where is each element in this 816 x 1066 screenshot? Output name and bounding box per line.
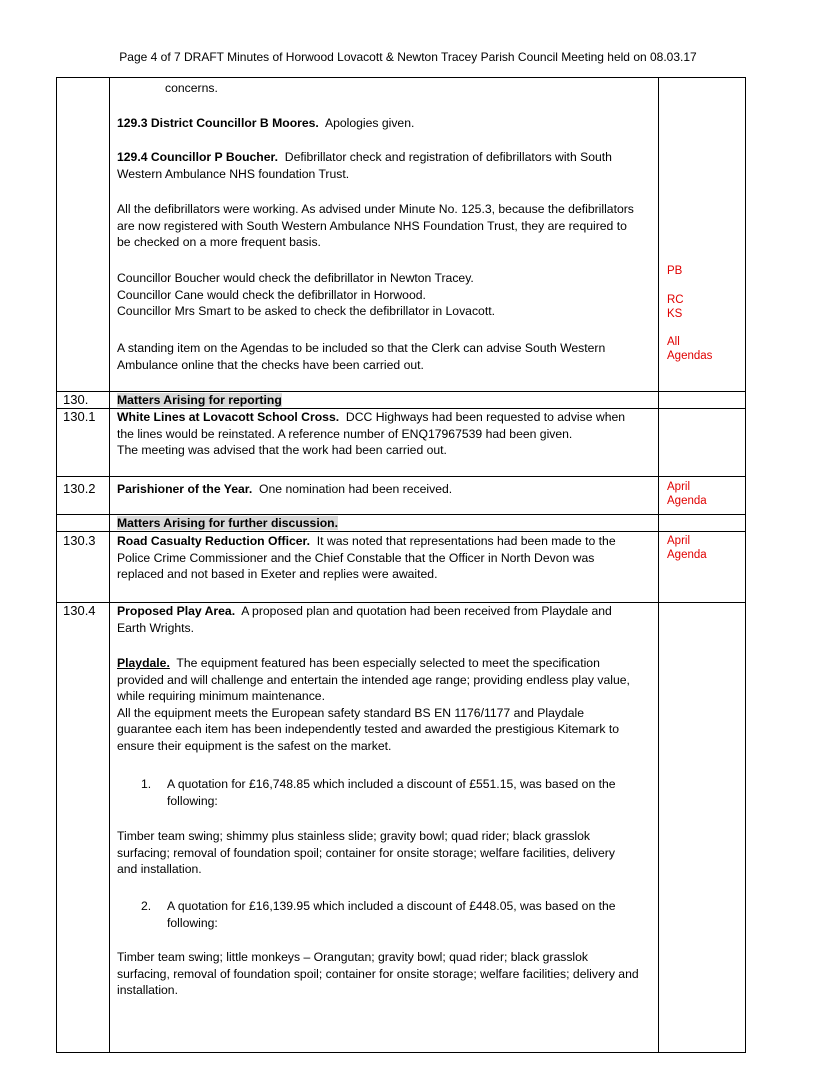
- section-heading: [117, 392, 282, 409]
- paragraph-line: guarantee each item has been independently tested and awarded the prestigious Kitemark to: [117, 722, 620, 736]
- action-all: All: [667, 336, 680, 348]
- items-line: Timber team swing; shimmy plus stainless slide; gravity bowl; quad rider; black grasslok: [117, 829, 591, 843]
- item-130-3-title: Road Casualty Reduction Officer.: [117, 534, 311, 548]
- action-ks: KS: [667, 308, 683, 320]
- section-heading-text: Matters Arising for further discussion.: [117, 516, 338, 530]
- item-130-4-title: Proposed Play Area.: [117, 604, 236, 618]
- item-130-1-text: The meeting was advised that the work had been carried out.: [117, 443, 447, 457]
- quotation-line: following:: [167, 793, 218, 808]
- item-130-4: [117, 603, 612, 636]
- item-129-4-text-1: Defibrillator check and registration of defibrillators with South: [284, 150, 612, 164]
- item-129-4-title: 129.4 Councillor P Boucher.: [117, 150, 278, 164]
- item-130-1-text: DCC Highways had been requested to advise when: [345, 410, 626, 424]
- action-pb: PB: [667, 265, 683, 277]
- defib-paragraph: [117, 201, 634, 251]
- column-divider-number: [109, 78, 110, 1052]
- standing-item-paragraph: [117, 340, 605, 373]
- paragraph-line: The equipment featured has been especially selected to meet the specification: [176, 656, 600, 670]
- playdale-paragraph: [117, 655, 630, 754]
- quotation-2-number: 2.: [141, 899, 152, 913]
- quotation-1: [167, 776, 616, 809]
- paragraph-line: Ambulance online that the checks have been carried out.: [117, 357, 424, 372]
- action-agendas: Agendas: [667, 350, 713, 362]
- paragraph-line: All the equipment meets the European safety standard BS EN 1176/1177 and Playdale: [117, 705, 585, 720]
- item-number: 130.4: [63, 603, 96, 618]
- item-130-4-text: A proposed plan and quotation had been received from Playdale and: [241, 604, 612, 618]
- action-april: April: [667, 481, 691, 493]
- item-130-3-text: Police Crime Commissioner and the Chief Constable that the Officer in North Devon was: [117, 550, 595, 565]
- quotation-1-items: [117, 828, 615, 878]
- item-130-2-text: One nomination had been received.: [259, 482, 453, 496]
- item-130-3: [117, 533, 616, 583]
- continued-text: concerns.: [165, 81, 218, 95]
- item-129-3-text: Apologies given.: [324, 116, 415, 130]
- section-heading-text: Matters Arising for reporting: [117, 393, 282, 407]
- paragraph-line: be checked on a more frequent basis.: [117, 235, 321, 249]
- items-line: and installation.: [117, 862, 202, 876]
- paragraph-line: are now registered with South Western Ambulance NHS Foundation Trust, they are required to: [117, 218, 627, 233]
- action-rc: RC: [667, 294, 684, 306]
- check-line: Councillor Mrs Smart to be asked to check the defibrillator in Lovacott.: [117, 304, 495, 318]
- check-line: Councillor Cane would check the defibrillator in Horwood.: [117, 287, 426, 302]
- items-line: surfacing; removal of foundation spoil; container for onsite storage; welfare facilities, delivery: [117, 845, 615, 860]
- column-divider-action: [658, 78, 659, 1052]
- item-130-1: [117, 409, 625, 459]
- paragraph-line: All the defibrillators were working. As advised under Minute No. 125.3, because the defibrillators: [117, 202, 634, 216]
- item-130-3-text: It was noted that representations had been made to the: [316, 534, 616, 548]
- paragraph-line: while requiring minimum maintenance.: [117, 689, 325, 703]
- item-129-3: [117, 115, 414, 132]
- playdale-label: Playdale.: [117, 656, 170, 670]
- items-line: surfacing, removal of foundation spoil; container for onsite storage; welfare facilities; delivery and: [117, 966, 639, 981]
- quotation-2: [167, 898, 616, 931]
- item-130-2: [117, 481, 452, 498]
- item-129-4: [117, 149, 612, 182]
- action-agenda: Agenda: [667, 495, 707, 507]
- paragraph-line: ensure their equipment is the safest on the market.: [117, 738, 392, 753]
- item-130-4-text: Earth Wrights.: [117, 620, 194, 635]
- item-129-3-title: 129.3 District Councillor B Moores.: [117, 116, 319, 130]
- item-130-1-text: the lines would be reinstated. A reference number of ENQ17967539 had been given.: [117, 426, 573, 441]
- action-agenda: Agenda: [667, 549, 707, 561]
- quotation-2-items: [117, 949, 639, 999]
- items-line: installation.: [117, 983, 178, 997]
- item-129-4-text-2: Western Ambulance NHS foundation Trust.: [117, 166, 350, 181]
- item-130-1-title: White Lines at Lovacott School Cross.: [117, 410, 340, 424]
- item-130-2-title: Parishioner of the Year.: [117, 482, 253, 496]
- item-number: 130.2: [63, 481, 96, 496]
- paragraph-line: A standing item on the Agendas to be included so that the Clerk can advise South Western: [117, 341, 606, 355]
- minutes-table: [56, 77, 746, 1053]
- item-number: 130.1: [63, 409, 96, 424]
- check-line: Councillor Boucher would check the defibrillator in Newton Tracey.: [117, 271, 474, 285]
- quotation-line: A quotation for £16,139.95 which included a discount of £448.05, was based on the: [167, 899, 616, 913]
- paragraph-line: provided and will challenge and entertain the intended age range; providing endless play value,: [117, 672, 630, 687]
- item-number: 130.: [63, 392, 89, 407]
- defib-checks: [117, 270, 495, 320]
- action-april: April: [667, 535, 691, 547]
- item-number: 130.3: [63, 533, 96, 548]
- quotation-1-number: 1.: [141, 777, 152, 791]
- row-divider: [57, 476, 745, 477]
- page-header: Page 4 of 7 DRAFT Minutes of Horwood Lovacott & Newton Tracey Parish Council Meeting held on 08.03.17: [119, 50, 697, 64]
- items-line: Timber team swing; little monkeys – Orangutan; gravity bowl; quad rider; black grasslok: [117, 950, 588, 964]
- section-heading: [117, 515, 338, 532]
- item-130-3-text: replaced and not based in Exeter and replies were awaited.: [117, 567, 438, 581]
- quotation-line: A quotation for £16,748.85 which included a discount of £551.15, was based on the: [167, 777, 616, 791]
- quotation-line: following:: [167, 915, 218, 930]
